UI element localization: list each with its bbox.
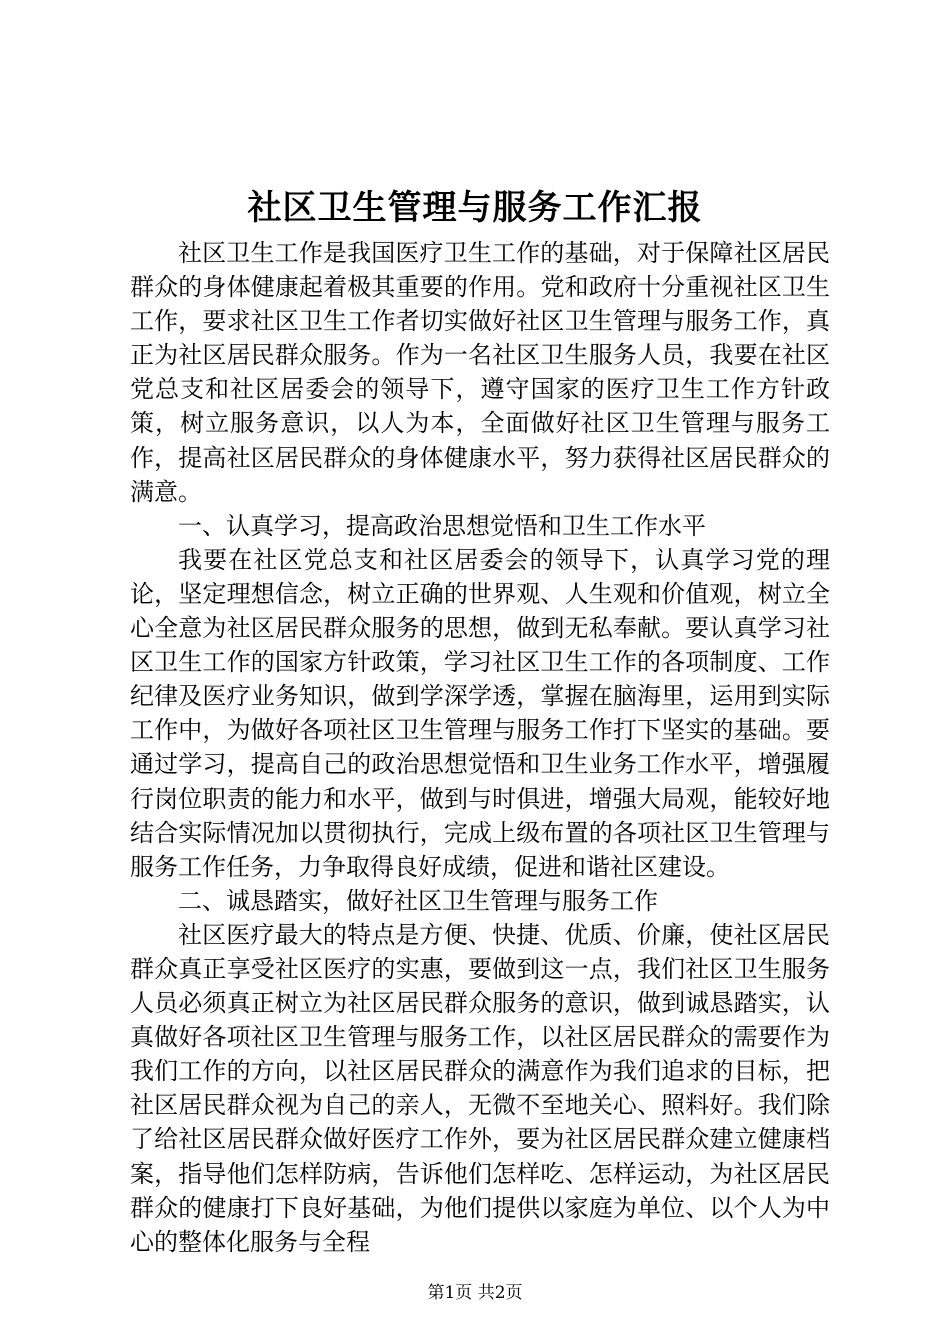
paragraph-intro: 社区卫生工作是我国医疗卫生工作的基础，对于保障社区居民群众的身体健康起着极其重要的作用。党和政府十分重视社区卫生工作，要求社区卫生工作者切实做好社区卫生管理与服务工作，真正为社区居民群众服务。作为一名社区卫生服务人员，我要在社区党总支和社区居委会的领导下，遵守国家的医疗卫生工作方针政策，树立服务意识，以人为本，全面做好社区卫生管理与服务工作，提高社区居民群众的身体健康水平，努力获得社区居民群众的满意。 xyxy=(130,239,830,506)
page-footer xyxy=(0,1281,950,1305)
section-heading-1: 一、认真学习，提高政治思想觉悟和卫生工作水平 xyxy=(178,511,706,540)
document-body xyxy=(130,236,830,1259)
paragraph-section-2: 社区医疗最大的特点是方便、快捷、优质、价廉，使社区居民群众真正享受社区医疗的实惠，要做到这一点，我们社区卫生服务人员必须真正树立为社区居民群众服务的意识，做到诚恳踏实，认真做好各项社区卫生管理与服务工作，以社区居民群众的需要作为我们工作的方向，以社区居民群众的满意作为我们追求的目标，把社区居民群众视为自己的亲人，无微不至地关心、照料好。我们除了给社区居民群众做好医疗工作外，要为社区居民群众建立健康档案，指导他们怎样防病，告诉他们怎样吃、怎样运动，为社区居民群众的健康打下良好基础，为他们提供以家庭为单位、以个人为中心的整体化服务与全程 xyxy=(130,920,830,1256)
section-heading-2: 二、诚恳踏实，做好社区卫生管理与服务工作 xyxy=(178,886,658,915)
page-number: 第1页 共2页 xyxy=(427,1283,523,1303)
document-title: 社区卫生管理与服务工作汇报 xyxy=(247,188,703,228)
paragraph-section-1: 我要在社区党总支和社区居委会的领导下，认真学习党的理论，坚定理想信念，树立正确的世界观、人生观和价值观，树立全心全意为社区居民群众服务的思想，做到无私奉献。要认真学习社区卫生工作的国家方针政策，学习社区卫生工作的各项制度、工作纪律及医疗业务知识，做到学深学透，掌握在脑海里，运用到实际工作中，为做好各项社区卫生管理与服务工作打下坚实的基础。要通过学习，提高自己的政治思想觉悟和卫生业务工作水平，增强履行岗位职责的能力和水平，做到与时俱进，增强大局观，能较好地结合实际情况加以贯彻执行，完成上级布置的各项社区卫生管理与服务工作任务，力争取得良好成绩，促进和谐社区建设。 xyxy=(130,545,830,881)
